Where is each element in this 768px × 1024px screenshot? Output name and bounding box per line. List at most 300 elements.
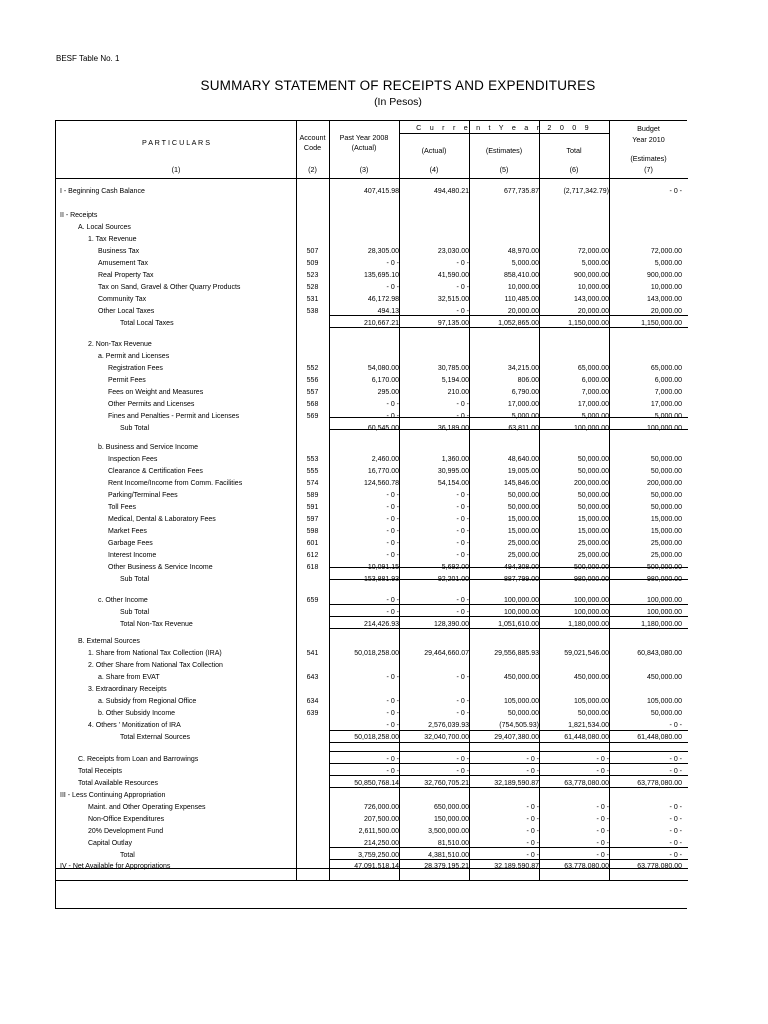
amount-cell: 5,692.00 [441, 564, 469, 571]
amount-cell: 100,000.00 [646, 597, 682, 604]
amount-cell: 32,189,590.87 [494, 863, 539, 870]
amount-cell: 726,000.00 [363, 804, 399, 811]
amount-cell: 5,000.00 [511, 413, 539, 420]
row-label: a. Subsidy from Regional Office [98, 698, 197, 705]
amount-cell: - 0 - [456, 609, 469, 616]
amount-cell: 63,778,080.00 [564, 780, 609, 787]
table-row [56, 574, 688, 586]
amount-cell: 15,000.00 [507, 516, 539, 523]
amount-cell: 450,000.00 [503, 674, 539, 681]
table-row [56, 861, 688, 873]
table-row [56, 778, 688, 790]
row-label: 2. Non-Tax Revenue [88, 341, 152, 348]
amount-cell: 3,500,000.00 [428, 828, 469, 835]
amount-cell: 17,000.00 [650, 401, 682, 408]
account-code: 531 [306, 296, 319, 303]
amount-cell: 29,556,885.93 [494, 650, 539, 657]
amount-cell: 20,000.00 [577, 308, 609, 315]
amount-cell: 25,000.00 [507, 552, 539, 559]
amount-cell: 887,799.00 [503, 576, 539, 583]
table-row [56, 318, 688, 330]
page-subtitle: (In Pesos) [374, 96, 422, 108]
amount-cell: 34,215.00 [507, 365, 539, 372]
amount-cell: 10,000.00 [507, 284, 539, 291]
row-label: 20% Development Fund [88, 828, 164, 835]
table-row [56, 672, 688, 684]
row-label: Clearance & Certification Fees [108, 468, 203, 475]
amount-cell: 143,000.00 [646, 296, 682, 303]
amount-cell: 29,407,380.00 [494, 734, 539, 741]
amount-cell: 143,000.00 [573, 296, 609, 303]
amount-cell: 20,000.00 [507, 308, 539, 315]
amount-cell: 15,000.00 [650, 528, 682, 535]
amount-cell: 50,000.00 [577, 492, 609, 499]
column-number: (6) [569, 165, 579, 174]
amount-cell: 1,150,000.00 [568, 320, 609, 327]
amount-cell: - 0 - [596, 816, 609, 823]
amount-cell: 210.00 [447, 389, 469, 396]
amount-cell: - 0 - [386, 698, 399, 705]
amount-cell: 7,000.00 [581, 389, 609, 396]
table-row [56, 294, 688, 306]
row-label: Total Local Taxes [120, 320, 174, 327]
amount-cell: 214,250.00 [363, 840, 399, 847]
table-row [56, 351, 688, 363]
amount-cell: 650,000.00 [433, 804, 469, 811]
table-row [56, 802, 688, 814]
amount-cell: 19,005.00 [507, 468, 539, 475]
account-code: 634 [306, 698, 319, 705]
amount-cell: - 0 - [386, 528, 399, 535]
amount-cell: 32,515.00 [437, 296, 469, 303]
table-row [56, 454, 688, 466]
row-label: Sub Total [120, 609, 150, 616]
row-label: Community Tax [98, 296, 147, 303]
row-label: Parking/Terminal Fees [108, 492, 178, 499]
amount-cell: 50,850,768.14 [354, 780, 399, 787]
amount-cell: - 0 - [386, 609, 399, 616]
amount-cell: 6,000.00 [581, 377, 609, 384]
amount-cell: 72,000.00 [577, 248, 609, 255]
amount-cell: - 0 - [596, 852, 609, 859]
column-number: (5) [499, 165, 509, 174]
table-row [56, 502, 688, 514]
account-code: 598 [306, 528, 319, 535]
account-code: 591 [306, 504, 319, 511]
amount-cell: 135,695.10 [363, 272, 399, 279]
amount-cell: 25,000.00 [650, 540, 682, 547]
amount-cell: 1,052,865.00 [498, 320, 539, 327]
amount-cell: - 0 - [386, 516, 399, 523]
account-code: 659 [306, 597, 319, 604]
amount-cell: 6,170.00 [371, 377, 399, 384]
amount-cell: 200,000.00 [573, 480, 609, 487]
amount-cell: - 0 - [669, 816, 682, 823]
account-code: 639 [306, 710, 319, 717]
amount-cell: - 0 - [386, 492, 399, 499]
column-number: (7) [644, 165, 653, 174]
amount-cell: - 0 - [669, 852, 682, 859]
table-row [56, 790, 688, 802]
amount-cell: - 0 - [386, 284, 399, 291]
amount-cell: - 0 - [456, 552, 469, 559]
amount-cell: 806.00 [517, 377, 539, 384]
row-label: Non-Office Expenditures [88, 816, 165, 823]
amount-cell: 28,305.00 [367, 248, 399, 255]
table-row [56, 526, 688, 538]
amount-cell: 17,000.00 [507, 401, 539, 408]
amount-cell: - 0 - [526, 816, 539, 823]
amount-cell: 50,018,258.00 [354, 650, 399, 657]
amount-cell: 210,667.21 [363, 320, 399, 327]
header-total: Total [566, 146, 582, 155]
header-current-year: C u r r e n t Y e a r 2 0 0 9 [416, 123, 592, 132]
row-label: Other Permits and Licenses [108, 401, 195, 408]
table-row [56, 720, 688, 732]
account-code: 589 [306, 492, 319, 499]
amount-cell: 5,000.00 [654, 260, 682, 267]
account-code: 601 [306, 540, 319, 547]
amount-cell: - 0 - [596, 768, 609, 775]
row-label: Toll Fees [108, 504, 137, 511]
amount-cell: 50,000.00 [650, 504, 682, 511]
amount-cell: - 0 - [386, 597, 399, 604]
row-label: Rent Income/Income from Comm. Facilities [108, 480, 243, 487]
summary-table [55, 120, 687, 908]
table-row [56, 619, 688, 631]
table-row [56, 696, 688, 708]
table-row [56, 838, 688, 850]
amount-cell: (754,505.93) [499, 722, 539, 729]
amount-cell: 16,770.00 [367, 468, 399, 475]
amount-cell: 494.13 [377, 308, 399, 315]
header-budget-line1: Budget [637, 124, 660, 133]
amount-cell: 81,510.00 [437, 840, 469, 847]
row-label: Real Property Tax [98, 272, 154, 279]
row-label: Permit Fees [108, 377, 146, 384]
row-label: b. Business and Service Income [98, 444, 198, 451]
row-label: 1. Share from National Tax Collection (IRA) [88, 650, 222, 657]
account-code: 507 [306, 248, 319, 255]
table-row [56, 660, 688, 672]
amount-cell: 4,381,510.00 [428, 852, 469, 859]
amount-cell: - 0 - [456, 756, 469, 763]
table-row [56, 538, 688, 550]
header-rule [399, 133, 609, 134]
amount-cell: - 0 - [386, 504, 399, 511]
row-label: Maint. and Other Operating Expenses [88, 804, 206, 811]
table-row [56, 258, 688, 270]
amount-cell: 32,189,590.87 [494, 780, 539, 787]
table-row [56, 234, 688, 246]
header-account-code-line1: Account [299, 133, 326, 142]
amount-cell: 61,448,080.00 [564, 734, 609, 741]
table-row [56, 550, 688, 562]
amount-cell: 30,785.00 [437, 365, 469, 372]
header-past-year-line2: (Actual) [351, 143, 377, 152]
amount-cell: 20,000.00 [650, 308, 682, 315]
amount-cell: 15,000.00 [577, 516, 609, 523]
header-past-year-line1: Past Year 2008 [339, 133, 389, 142]
amount-cell: 124,560.78 [363, 480, 399, 487]
amount-cell: 60,545.00 [367, 425, 399, 432]
amount-cell: 23,030.00 [437, 248, 469, 255]
header-account-code-line2: Code [303, 143, 322, 152]
total-rule [329, 751, 688, 752]
amount-cell: 15,000.00 [507, 528, 539, 535]
amount-cell: - 0 - [456, 540, 469, 547]
amount-cell: 28,379,195.21 [424, 863, 469, 870]
amount-cell: - 0 - [386, 540, 399, 547]
amount-cell: - 0 - [669, 804, 682, 811]
amount-cell: 2,460.00 [371, 456, 399, 463]
amount-cell: - 0 - [386, 401, 399, 408]
amount-cell: - 0 - [386, 552, 399, 559]
amount-cell: - 0 - [456, 516, 469, 523]
amount-cell: 128,390.00 [433, 621, 469, 628]
row-label: Interest Income [108, 552, 157, 559]
table-row [56, 648, 688, 660]
row-label: C. Receipts from Loan and Barrowings [78, 756, 199, 763]
header-estimates: (Estimates) [485, 146, 523, 155]
amount-cell: - 0 - [669, 756, 682, 763]
table-row [56, 339, 688, 351]
row-label: II - Receipts [60, 212, 98, 219]
row-label: Medical, Dental & Laboratory Fees [108, 516, 216, 523]
amount-cell: 59,021,546.00 [564, 650, 609, 657]
amount-cell: 500,000.00 [646, 564, 682, 571]
amount-cell: (2,717,342.79) [563, 188, 609, 195]
amount-cell: 48,640.00 [507, 456, 539, 463]
amount-cell: 50,000.00 [650, 468, 682, 475]
amount-cell: 110,485.00 [504, 296, 539, 303]
amount-cell: - 0 - [456, 260, 469, 267]
table-row [56, 210, 688, 222]
amount-cell: 65,000.00 [650, 365, 682, 372]
row-label: Total Non-Tax Revenue [120, 621, 193, 628]
amount-cell: - 0 - [456, 308, 469, 315]
account-code: 568 [306, 401, 319, 408]
amount-cell: 6,000.00 [654, 377, 682, 384]
amount-cell: 207,500.00 [363, 816, 399, 823]
amount-cell: 5,000.00 [654, 413, 682, 420]
amount-cell: - 0 - [456, 768, 469, 775]
amount-cell: 50,000.00 [577, 504, 609, 511]
row-label: Other Business & Service Income [108, 564, 213, 571]
amount-cell: 105,000.00 [646, 698, 682, 705]
account-code: 557 [306, 389, 319, 396]
table-row [56, 306, 688, 318]
row-label: Inspection Fees [108, 456, 158, 463]
amount-cell: 500,000.00 [573, 564, 609, 571]
row-label: 4. Others ' Monitization of IRA [88, 722, 181, 729]
column-number: (1) [171, 165, 181, 174]
amount-cell: 10,000.00 [650, 284, 682, 291]
amount-cell: 153,881.93 [363, 576, 399, 583]
amount-cell: - 0 - [386, 768, 399, 775]
account-code: 569 [306, 413, 319, 420]
table-row [56, 222, 688, 234]
amount-cell: 25,000.00 [577, 540, 609, 547]
table-row [56, 282, 688, 294]
amount-cell: 900,000.00 [646, 272, 682, 279]
amount-cell: - 0 - [456, 528, 469, 535]
header-bottom-rule [56, 178, 688, 179]
amount-cell: 100,000.00 [573, 597, 609, 604]
amount-cell: 54,080.00 [367, 365, 399, 372]
amount-cell: 105,000.00 [503, 698, 539, 705]
amount-cell: 50,000.00 [650, 456, 682, 463]
amount-cell: - 0 - [669, 828, 682, 835]
amount-cell: 150,000.00 [433, 816, 469, 823]
row-label: I - Beginning Cash Balance [60, 188, 145, 195]
row-label: Total Receipts [78, 768, 122, 775]
amount-cell: - 0 - [526, 804, 539, 811]
amount-cell: 63,778,080.00 [637, 780, 682, 787]
amount-cell: 97,135.00 [437, 320, 469, 327]
column-number: (4) [429, 165, 439, 174]
amount-cell: 61,448,080.00 [637, 734, 682, 741]
amount-cell: - 0 - [456, 597, 469, 604]
amount-cell: 50,018,258.00 [354, 734, 399, 741]
amount-cell: 30,995.00 [437, 468, 469, 475]
amount-cell: 15,000.00 [650, 516, 682, 523]
row-label: IV - Net Available for Appropriations [60, 863, 171, 870]
amount-cell: - 0 - [596, 840, 609, 847]
row-label: Tax on Sand, Gravel & Other Quarry Products [98, 284, 241, 291]
table-row [56, 514, 688, 526]
account-code: 528 [306, 284, 319, 291]
account-code: 618 [306, 564, 319, 571]
amount-cell: 1,821,534.00 [568, 722, 609, 729]
row-label: B. External Sources [78, 638, 140, 645]
amount-cell: 100,000.00 [573, 609, 609, 616]
row-label: Garbage Fees [108, 540, 153, 547]
amount-cell: 29,464,660.07 [424, 650, 469, 657]
document-label: BESF Table No. 1 [56, 54, 120, 63]
amount-cell: - 0 - [386, 413, 399, 420]
amount-cell: 494,308.00 [503, 564, 539, 571]
amount-cell: 25,000.00 [507, 540, 539, 547]
table-row [56, 754, 688, 766]
header-particulars: P A R T I C U L A R S [141, 138, 211, 147]
amount-cell: 63,778,080.00 [564, 863, 609, 870]
row-label: Total Available Resources [78, 780, 159, 787]
table-row [56, 186, 688, 198]
amount-cell: 63,811.00 [508, 425, 539, 432]
amount-cell: 2,611,500.00 [358, 828, 399, 835]
table-row [56, 732, 688, 744]
amount-cell: 1,180,000.00 [641, 621, 682, 628]
account-code: 574 [306, 480, 319, 487]
table-row [56, 363, 688, 375]
row-label: Market Fees [108, 528, 147, 535]
row-label: Total [120, 852, 135, 859]
row-label: b. Other Subsidy Income [98, 710, 176, 717]
table-row [56, 826, 688, 838]
row-label: a. Share from EVAT [98, 674, 160, 681]
amount-cell: 105,000.00 [573, 698, 609, 705]
table-row [56, 442, 688, 454]
amount-cell: - 0 - [456, 710, 469, 717]
amount-cell: 3,759,250.00 [358, 852, 399, 859]
account-code: 597 [306, 516, 319, 523]
table-row [56, 466, 688, 478]
amount-cell: 5,000.00 [581, 413, 609, 420]
amount-cell: 60,843,080.00 [637, 650, 682, 657]
row-label: 1. Tax Revenue [88, 236, 137, 243]
table-row [56, 684, 688, 696]
amount-cell: - 0 - [669, 722, 682, 729]
amount-cell: - 0 - [386, 722, 399, 729]
row-label: Fees on Weight and Measures [108, 389, 204, 396]
account-code: 553 [306, 456, 319, 463]
amount-cell: 32,760,705.21 [424, 780, 469, 787]
amount-cell: 50,000.00 [650, 492, 682, 499]
header-budget-line2: Year 2010 [632, 135, 665, 144]
header-budget-line3: (Estimates) [630, 154, 667, 163]
row-label: a. Permit and Licenses [98, 353, 170, 360]
account-code: 538 [306, 308, 319, 315]
row-label: Fines and Penalties - Permit and Licenses [108, 413, 240, 420]
table-row [56, 478, 688, 490]
amount-cell: - 0 - [596, 756, 609, 763]
page-bottom-rule [55, 908, 687, 909]
amount-cell: - 0 - [456, 698, 469, 705]
amount-cell: 2,576,039.93 [428, 722, 469, 729]
amount-cell: - 0 - [669, 188, 682, 195]
amount-cell: 10,000.00 [577, 284, 609, 291]
amount-cell: - 0 - [526, 756, 539, 763]
page-title: SUMMARY STATEMENT OF RECEIPTS AND EXPENDITURES [200, 78, 596, 93]
table-row [56, 636, 688, 648]
amount-cell: - 0 - [669, 840, 682, 847]
amount-cell: - 0 - [526, 840, 539, 847]
amount-cell: 46,172.98 [367, 296, 399, 303]
table-row [56, 375, 688, 387]
amount-cell: 407,415.98 [363, 188, 399, 195]
row-label: A. Local Sources [78, 224, 131, 231]
amount-cell: 295.00 [377, 389, 399, 396]
table-row [56, 387, 688, 399]
amount-cell: 92,201.00 [437, 576, 469, 583]
amount-cell: 5,000.00 [511, 260, 539, 267]
amount-cell: - 0 - [526, 828, 539, 835]
table-row [56, 562, 688, 574]
amount-cell: 72,000.00 [650, 248, 682, 255]
table-row [56, 270, 688, 282]
table-row [56, 490, 688, 502]
amount-cell: 494,480.21 [433, 188, 469, 195]
amount-cell: - 0 - [669, 768, 682, 775]
amount-cell: 100,000.00 [503, 609, 539, 616]
table-row [56, 595, 688, 607]
amount-cell: 200,000.00 [646, 480, 682, 487]
header-actual: (Actual) [421, 146, 447, 155]
amount-cell: 858,410.00 [503, 272, 539, 279]
account-code: 612 [306, 552, 319, 559]
account-code: 552 [306, 365, 319, 372]
amount-cell: 47,091,518.14 [354, 863, 399, 870]
amount-cell: 1,051,610.00 [498, 621, 539, 628]
amount-cell: - 0 - [456, 284, 469, 291]
amount-cell: 980,000.00 [573, 576, 609, 583]
amount-cell: - 0 - [456, 674, 469, 681]
account-code: 509 [306, 260, 319, 267]
amount-cell: 1,180,000.00 [568, 621, 609, 628]
table-row [56, 411, 688, 423]
amount-cell: 214,426.93 [363, 621, 399, 628]
